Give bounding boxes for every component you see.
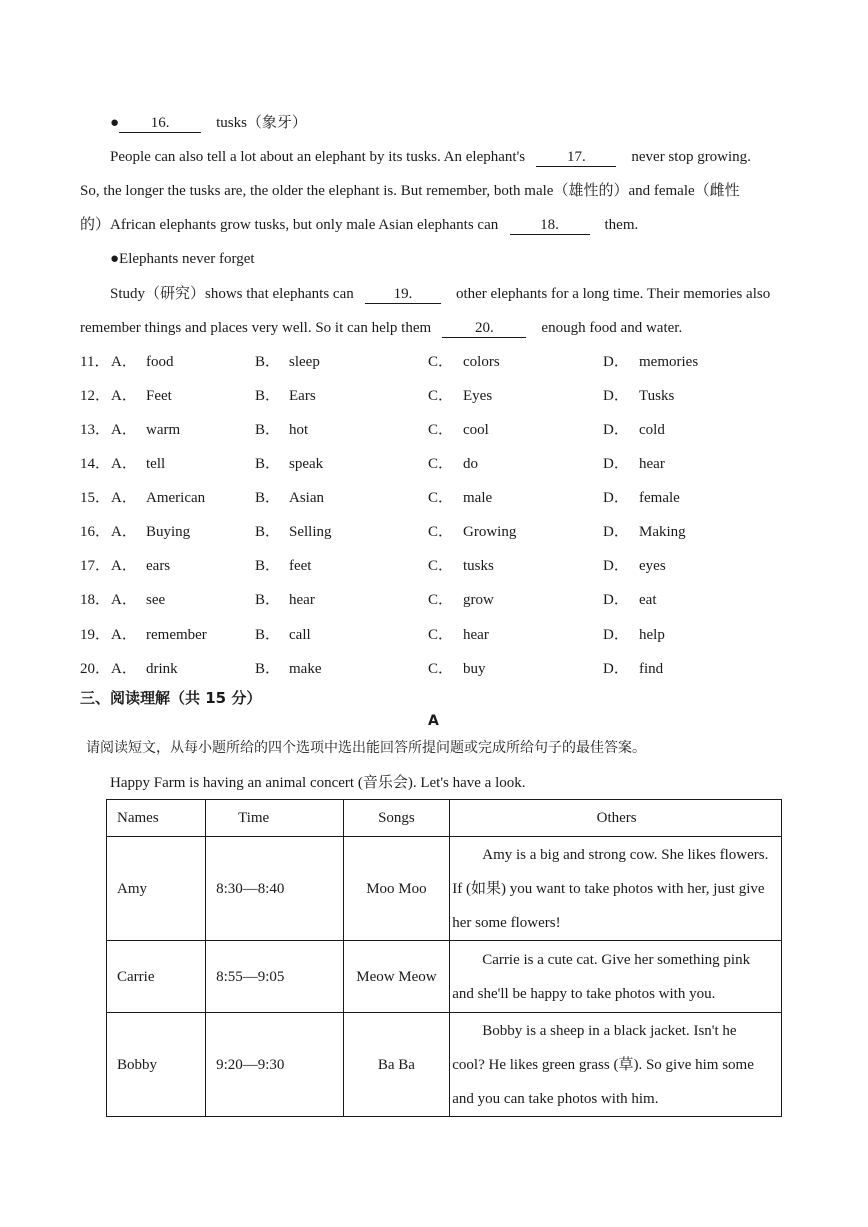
question-row <box>0 625 868 645</box>
para1-line1 <box>110 147 751 167</box>
question-row <box>0 420 868 440</box>
option-a[interactable]: Feet <box>146 388 172 404</box>
option-b[interactable]: Asian <box>289 490 324 506</box>
option-d-letter: D． <box>603 524 629 540</box>
option-d[interactable]: hear <box>639 456 665 472</box>
option-d-letter: D． <box>603 490 629 506</box>
option-c-letter: C． <box>428 490 454 506</box>
question-row <box>0 556 868 576</box>
header-songs: Songs <box>343 800 450 837</box>
blank-18[interactable]: 18. <box>510 216 590 235</box>
para1-line1-post: never stop growing. <box>631 149 751 165</box>
option-b[interactable]: Selling <box>289 524 332 540</box>
option-c-letter: C． <box>428 422 454 438</box>
option-d[interactable]: cold <box>639 422 665 438</box>
question-number: 12． <box>80 388 111 404</box>
others-text: Bobby is a sheep in a black jacket. Isn't he <box>482 1022 737 1039</box>
cell-name: Amy <box>107 837 206 941</box>
option-a-letter: A． <box>111 558 137 574</box>
others-line <box>452 943 781 977</box>
question-number: 20． <box>80 661 111 677</box>
cell-others <box>450 837 782 941</box>
option-b-letter: B． <box>255 456 281 472</box>
option-b[interactable]: speak <box>289 456 324 472</box>
question-row <box>0 386 868 406</box>
question-number: 17． <box>80 558 111 574</box>
option-c-letter: C． <box>428 354 454 370</box>
table-header-row <box>107 800 782 837</box>
section-title: 三、阅读理解（共 15 分） <box>80 689 262 707</box>
option-b[interactable]: hot <box>289 422 309 438</box>
para1-line3-pre: 的）African elephants grow tusks, but only male Asian elephants can <box>80 217 499 233</box>
option-a[interactable]: food <box>146 354 174 370</box>
question-row <box>0 488 868 508</box>
option-c[interactable]: tusks <box>463 558 494 574</box>
table-row <box>107 837 782 941</box>
option-d[interactable]: help <box>639 627 665 643</box>
para2-line1-post: other elephants for a long time. Their memories also <box>455 286 771 302</box>
option-d[interactable]: eat <box>639 592 657 608</box>
option-d[interactable]: memories <box>639 354 699 370</box>
option-a[interactable]: ears <box>146 558 171 574</box>
cell-song: Meow Meow <box>343 941 450 1013</box>
others-text: Amy is a big and strong cow. She likes flowers. <box>482 846 769 863</box>
option-d-letter: D． <box>603 354 629 370</box>
option-c-letter: C． <box>428 592 454 608</box>
option-a-letter: A． <box>111 388 137 404</box>
option-c[interactable]: colors <box>463 354 500 370</box>
option-b[interactable]: Ears <box>289 388 316 404</box>
option-d[interactable]: find <box>639 661 664 677</box>
para2-line2 <box>80 318 682 338</box>
option-a-letter: A． <box>111 627 137 643</box>
others-line: and she'll be happy to take photos with you. <box>452 985 716 1002</box>
bullet-tusks-text: tusks（象牙） <box>216 115 307 131</box>
option-c[interactable]: male <box>463 490 493 506</box>
question-row <box>0 590 868 610</box>
bullet-never-forget: ●Elephants never forget <box>110 251 255 267</box>
instruction-text: 请阅读短文，从每小题所给的四个选项中选出能回答所提问题或完成所给句子的最佳答案。 <box>86 740 646 756</box>
option-b-letter: B． <box>255 422 281 438</box>
question-number: 11． <box>80 354 110 370</box>
option-b[interactable]: feet <box>289 558 312 574</box>
others-line: cool? He likes green grass (草). So give him some <box>452 1056 754 1073</box>
cell-name: Bobby <box>107 1013 206 1117</box>
option-b-letter: B． <box>255 592 281 608</box>
others-line: and you can take photos with him. <box>452 1090 659 1107</box>
option-a-letter: A． <box>111 490 137 506</box>
cell-time: 8:30—8:40 <box>206 837 344 941</box>
question-number: 18． <box>80 592 111 608</box>
cell-time: 9:20—9:30 <box>206 1013 344 1117</box>
option-c[interactable]: do <box>463 456 478 472</box>
option-c[interactable]: Growing <box>463 524 517 540</box>
blank-19[interactable]: 19. <box>365 285 441 304</box>
option-d-letter: D． <box>603 627 629 643</box>
blank-20[interactable]: 20. <box>442 319 526 338</box>
option-b-letter: B． <box>255 388 281 404</box>
option-c[interactable]: grow <box>463 592 494 608</box>
para1-line1-pre: People can also tell a lot about an elephant by its tusks. An elephant's <box>110 149 526 165</box>
option-b-letter: B． <box>255 627 281 643</box>
option-b[interactable]: hear <box>289 592 315 608</box>
table-row <box>107 1013 782 1117</box>
option-d-letter: D． <box>603 422 629 438</box>
option-c-letter: C． <box>428 661 454 677</box>
others-line <box>452 838 781 872</box>
blank-16[interactable]: 16. <box>119 114 201 133</box>
para2-line2-pre: remember things and places very well. So it can help them <box>80 320 432 336</box>
others-line <box>452 1014 781 1048</box>
para2-line1 <box>110 284 770 304</box>
option-a[interactable]: American <box>146 490 206 506</box>
blank-17[interactable]: 17. <box>536 148 616 167</box>
option-c-letter: C． <box>428 627 454 643</box>
para2-line2-post: enough food and water. <box>541 320 683 336</box>
cell-song: Moo Moo <box>343 837 450 941</box>
option-d[interactable]: eyes <box>639 558 666 574</box>
option-a[interactable]: Buying <box>146 524 191 540</box>
option-c[interactable]: buy <box>463 661 486 677</box>
question-row <box>0 352 868 372</box>
option-d-letter: D． <box>603 456 629 472</box>
option-b[interactable]: sleep <box>289 354 320 370</box>
cell-song: Ba Ba <box>343 1013 450 1117</box>
option-a-letter: A． <box>111 592 137 608</box>
option-c-letter: C． <box>428 558 454 574</box>
question-number: 15． <box>80 490 111 506</box>
option-c-letter: C． <box>428 456 454 472</box>
question-number: 13． <box>80 422 111 438</box>
option-a[interactable]: drink <box>146 661 178 677</box>
option-a[interactable]: remember <box>146 627 207 643</box>
para1-line2: So, the longer the tusks are, the older the elephant is. But remember, both male（雄性的）and female（雌性 <box>80 183 740 199</box>
para2-line1-pre: Study（研究）shows that elephants can <box>110 286 354 302</box>
option-c[interactable]: hear <box>463 627 489 643</box>
option-b[interactable]: call <box>289 627 311 643</box>
option-b-letter: B． <box>255 661 281 677</box>
table-row <box>107 941 782 1013</box>
option-a[interactable]: tell <box>146 456 166 472</box>
option-b-letter: B． <box>255 524 281 540</box>
option-b-letter: B． <box>255 558 281 574</box>
option-c[interactable]: cool <box>463 422 489 438</box>
option-a-letter: A． <box>111 524 137 540</box>
option-b-letter: B． <box>255 354 281 370</box>
others-text: Carrie is a cute cat. Give her something pink <box>482 951 751 968</box>
bullet-dot: ● <box>110 115 120 131</box>
question-number: 16． <box>80 524 111 540</box>
question-number: 19． <box>80 627 111 643</box>
intro-text: Happy Farm is having an animal concert (音乐会). Let's have a look. <box>110 775 526 791</box>
question-row <box>0 454 868 474</box>
others-line: If (如果) you want to take photos with her, just give <box>452 880 765 897</box>
option-d[interactable]: Tusks <box>639 388 675 404</box>
cell-others <box>450 1013 782 1117</box>
option-c-letter: C． <box>428 388 454 404</box>
bullet-tusks <box>110 113 307 133</box>
option-b[interactable]: make <box>289 661 322 677</box>
option-b-letter: B． <box>255 490 281 506</box>
para1-line3 <box>80 215 638 235</box>
option-d[interactable]: Making <box>639 524 686 540</box>
passage-label: A <box>428 713 439 729</box>
option-d-letter: D． <box>603 558 629 574</box>
option-d-letter: D． <box>603 388 629 404</box>
question-row <box>0 659 868 679</box>
option-a[interactable]: warm <box>146 422 181 438</box>
option-c[interactable]: Eyes <box>463 388 493 404</box>
concert-table <box>106 799 782 1117</box>
header-names: Names <box>107 800 206 837</box>
option-c-letter: C． <box>428 524 454 540</box>
header-others: Others <box>450 800 782 837</box>
cell-others <box>450 941 782 1013</box>
question-number: 14． <box>80 456 111 472</box>
cell-name: Carrie <box>107 941 206 1013</box>
option-d-letter: D． <box>603 592 629 608</box>
option-a[interactable]: see <box>146 592 166 608</box>
option-a-letter: A． <box>111 354 137 370</box>
others-line: her some flowers! <box>452 914 561 931</box>
header-time: Time <box>206 800 344 837</box>
option-a-letter: A． <box>111 661 137 677</box>
option-d-letter: D． <box>603 661 629 677</box>
option-a-letter: A． <box>111 422 137 438</box>
option-d[interactable]: female <box>639 490 680 506</box>
question-row <box>0 522 868 542</box>
option-a-letter: A． <box>111 456 137 472</box>
para1-line3-post: them. <box>604 217 639 233</box>
cell-time: 8:55—9:05 <box>206 941 344 1013</box>
